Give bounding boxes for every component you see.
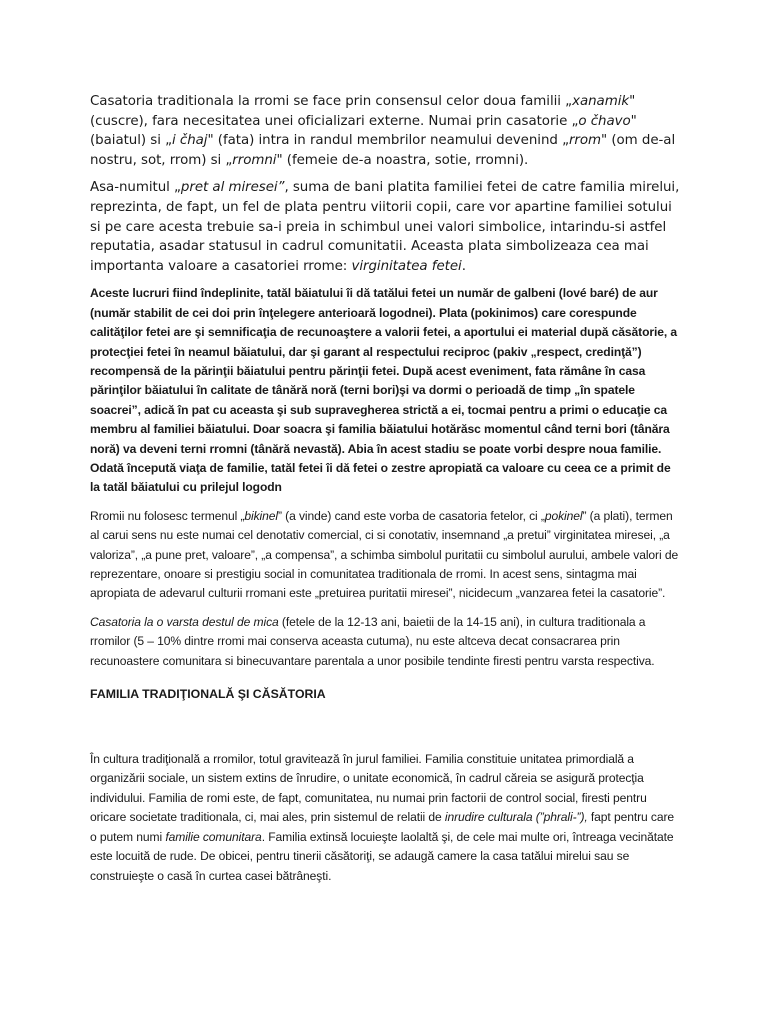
text-span: . Familia extinsă locuieşte laolaltă şi, de cele mai multe ori, întreaga vecinătate este locuită de rude. De obicei, pentru tinerii căsătoriţi, se adaugă camere la casa tatălui mirelui sau se construieşte o casă în curtea casei bătrâneşti.	[90, 829, 674, 883]
spacer	[90, 704, 682, 750]
text-span: , suma de bani platita familiei fetei de catre familia mirelui, reprezinta, de fapt, un fel de plata pentru viitorii copii, care vor apartine familiei sotului si pe care acesta trebuie sa-i preia in schimbul unei valori simbolice, intarindu-si astfel reputatia, asadar statusul in cadrul comunitatii. Aceasta plata simbolizeaza cea mai importanta valoare a casatoriei rrome:	[90, 180, 680, 274]
text-span: ” (a vinde) cand este vorba de casatoria fetelor, ci „	[277, 508, 545, 523]
paragraph-traditional-family	[90, 750, 682, 886]
italic-term: inrudire culturala (”phrali-”),	[444, 810, 588, 825]
text-span: Rromii nu folosesc termenul „	[90, 508, 245, 523]
text-span: În cultura tradiţională a rromilor, totul gravitează în jurul familiei. Familia constituie unitatea primordială a organizării sociale, un sistem extins de înrudire, o unitate economică, în cadrul căreia se asigură protecţia individului. Familia de romi este, de fapt, comunitatea, nu numai prin factorii de control social, firesti pentru oricare societate traditionala, ci, mai ales, prin sistemul de relatii de	[90, 752, 647, 825]
section-heading: FAMILIA TRADIŢIONALĂ ŞI CĂSĂTORIA	[90, 687, 326, 702]
italic-term: virginitatea fetei	[351, 258, 462, 274]
text-span: fapt pentru care o putem numi	[90, 810, 675, 844]
paragraph-bride-price	[90, 178, 682, 276]
paragraph-pokinel	[90, 507, 682, 604]
text-span: " (baiatul) si „	[90, 113, 637, 149]
paragraph-early-marriage	[90, 613, 682, 671]
text-span: Asa-numitul „	[90, 180, 181, 196]
italic-term: pokinel	[544, 508, 583, 523]
italic-term: i čhaj	[172, 133, 208, 149]
text-span: " (cuscre), fara necesitatea unei oficializari externe. Numai prin casatorie „	[90, 94, 636, 129]
paragraph-betrothal-payment: Aceste lucruri fiind îndeplinite, tatăl băiatului îi dă tatălui fetei un număr de galbeni (lové baré) de aur (număr stabilit de cei doi prin înţelegere anterioară logodnei). Plata (pokinimos) care corespunde calităţilor fetei are şi semnificaţia de recunoaştere a valorii fetei, a aportului ei material după căsătorie, a protecţiei fetei în neamul băiatului, dar şi garant al respectului reciproc (pakiv „respect, credinţă”) recompensă de la părinţii băiatului pentru părinţii fetei. După acest eveniment, fata rămâne în casa părinţilor băiatului în calitate de tânără noră (terni bori)şi va dormi o perioadă de timp „în spatele soacrei”, adică în pat cu aceasta şi sub supravegherea strictă a ei, tocmai pentru a primi o educaţie ca membru al familiei băiatului. Doar soacra şi familia băiatului hotărăsc momentul când terni bori (tânăra noră) va deveni terni rromni (tânără nevastă). Abia în acest stadiu se poate vorbi despre noua familie. Odată începută viaţa de familie, tatăl fetei îi dă fetei o zestre apropiată ca valoare cu ceea ce a primit de la tatăl băiatului cu prilejul logodn	[90, 286, 678, 495]
italic-term: o čhavo	[578, 113, 631, 129]
paragraph-marriage-consensus	[90, 92, 682, 170]
italic-term: pret al miresei”	[180, 180, 285, 196]
text-span: " (fata) intra in randul membrilor neamului devenind „	[207, 133, 569, 149]
italic-term: Casatoria la o varsta destul de mica	[90, 614, 279, 629]
text-span: " (femeie de-a noastra, sotie, rromni).	[276, 152, 529, 168]
text-span: Casatoria traditionala la rromi se face prin consensul celor doua familii „	[90, 94, 573, 109]
italic-term: familie comunitara	[165, 829, 262, 844]
text-span: " (om de-al nostru, sot, rrom) si „	[90, 133, 676, 168]
text-span: .	[461, 258, 466, 274]
text-span: (fetele de la 12-13 ani, baietii de la 14-15 ani), in cultura traditionala a rromilor (5 – 10% dintre rromi mai conserva aceasta cutuma), nu este altceva decat consacrarea prin recunoastere comunitara si binecuvantare parentala a unor posibile tendinte firesti pentru varsta respectiva.	[90, 614, 655, 668]
text-span: ” (a plati), termen al carui sens nu este numai cel denotativ comercial, ci si conotativ, insemnand „a pretui” virginitatea miresei, „a valoriza”, „a pune pret, valoare”, „a compensa”, a schimba simbolul puritatii cu simbolul aurului, ambele valori de reprezentare, onoare si prestigiu social in comunitatea traditionala de rromi. In acest sens, sintagma mai apropiata de adevarul culturii rromani este „pretuirea puritatii miresei”, nicidecum „vanzarea fetei la casatorie”.	[90, 508, 679, 601]
italic-term: rrom	[568, 133, 602, 149]
document-page	[90, 92, 682, 895]
italic-term: bikinel	[244, 508, 278, 523]
italic-term: rromni	[232, 152, 277, 168]
italic-term: xanamik	[572, 94, 630, 109]
